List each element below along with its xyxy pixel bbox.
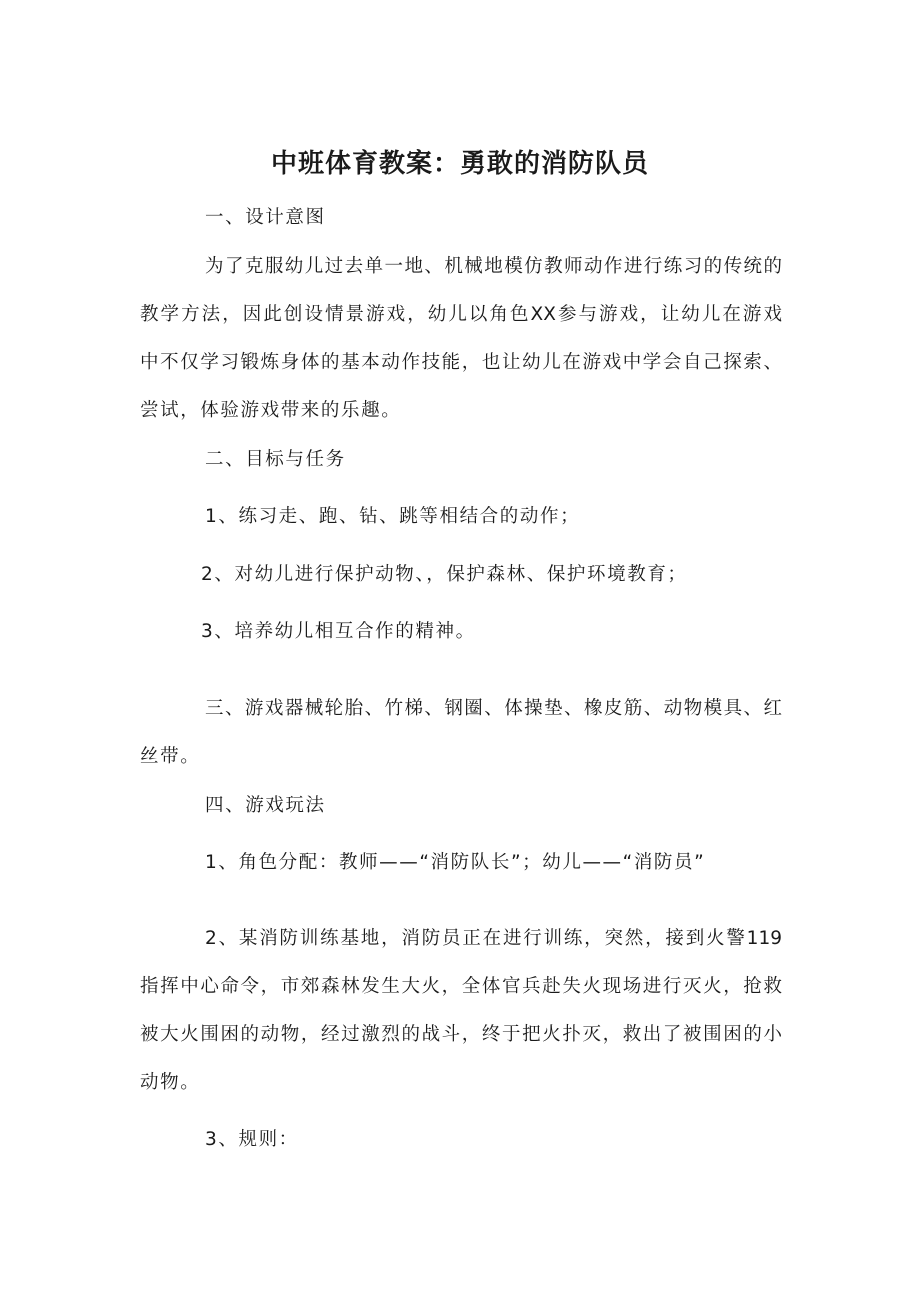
paragraph-line: 动物。 xyxy=(140,1072,201,1093)
gameplay-rules: 3、规则： xyxy=(205,1129,299,1150)
paragraph-line: 中不仅学习锻炼身体的基本动作技能，也让幼儿在游戏中学会自己探索、 xyxy=(140,352,782,373)
section-heading-gameplay: 四、游戏玩法 xyxy=(205,795,326,816)
paragraph-line: 教学方法，因此创设情景游戏，幼儿以角色XX参与游戏，让幼儿在游戏 xyxy=(140,304,782,325)
paragraph-line: 指挥中心命令，市郊森林发生大火，全体官兵赴失火现场进行灭火，抢救 xyxy=(140,976,782,997)
paragraph-line: 为了克服幼儿过去单一地、机械地模仿教师动作进行练习的传统的 xyxy=(205,256,782,277)
paragraph-line: 丝带。 xyxy=(140,746,201,767)
paragraph-line: 尝试，体验游戏带来的乐趣。 xyxy=(140,400,402,421)
section-heading-design-intent: 一、设计意图 xyxy=(205,207,326,228)
gameplay-roles: 1、角色分配：教师——“消防队长”；幼儿——“消防员” xyxy=(205,852,706,873)
paragraph-line: 被大火围困的动物，经过激烈的战斗，终于把火扑灭，救出了被围困的小 xyxy=(140,1024,782,1045)
document-title: 中班体育教案：勇敢的消防队员 xyxy=(270,149,649,179)
section-heading-goals: 二、目标与任务 xyxy=(205,449,346,470)
paragraph-line: 2、某消防训练基地，消防员正在进行训练，突然，接到火警119 xyxy=(205,928,782,949)
paragraph-line: 三、游戏器械轮胎、竹梯、钢圈、体操垫、橡皮筋、动物模具、红 xyxy=(205,698,782,719)
goal-item: 1、练习走、跑、钻、跳等相结合的动作； xyxy=(205,506,581,527)
goal-item: 2、对幼儿进行保护动物、，保护森林、保护环境教育； xyxy=(201,564,688,585)
goal-item: 3、培养幼儿相互合作的精神。 xyxy=(201,621,476,642)
